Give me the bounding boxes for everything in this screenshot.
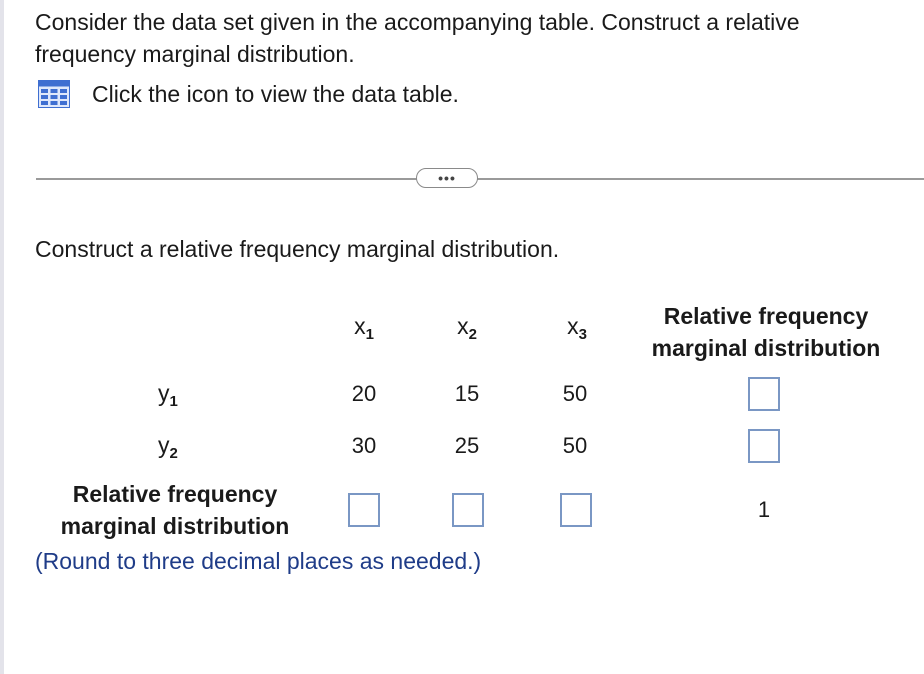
rounding-note: (Round to three decimal places as needed.) <box>35 548 482 574</box>
answer-input-x3-marginal[interactable] <box>560 493 592 527</box>
cell-y2-x2: 25 <box>454 433 480 458</box>
col-marginal-header: Relative frequency marginal distribution <box>60 481 290 539</box>
answer-input-x1-marginal[interactable] <box>348 493 380 527</box>
view-data-table-label[interactable]: Click the icon to view the data table. <box>92 81 459 107</box>
cell-y2-x1: 30 <box>351 433 377 458</box>
view-data-table-link[interactable] <box>38 80 459 108</box>
instruction-text: Construct a relative frequency marginal distribution. <box>35 236 560 262</box>
col-header-x1: $x_1$ <box>354 313 374 343</box>
row-header-y2: $y_2$ <box>158 432 178 462</box>
answer-input-x2-marginal[interactable] <box>452 493 484 527</box>
answer-input-y2-marginal[interactable] <box>748 429 780 463</box>
left-border <box>0 0 4 674</box>
cell-y1-x3: 50 <box>562 381 588 406</box>
col-header-x2: $x_2$ <box>457 313 477 343</box>
expand-button[interactable]: ••• <box>416 168 478 188</box>
answer-input-y1-marginal[interactable] <box>748 377 780 411</box>
row-header-y1: $y_1$ <box>158 380 178 410</box>
col-header-x3: $x_3$ <box>567 313 587 343</box>
question-text: Consider the data set given in the accompanying table. Construct a relative frequency marginal distribution. <box>35 9 800 67</box>
table-grid-icon[interactable] <box>38 80 70 108</box>
cell-y1-x1: 20 <box>351 381 377 406</box>
cell-y1-x2: 15 <box>454 381 480 406</box>
cell-y2-x3: 50 <box>562 433 588 458</box>
row-marginal-header: Relative frequency marginal distribution <box>651 303 881 361</box>
section-divider <box>36 178 924 180</box>
grand-total: 1 <box>757 497 771 522</box>
